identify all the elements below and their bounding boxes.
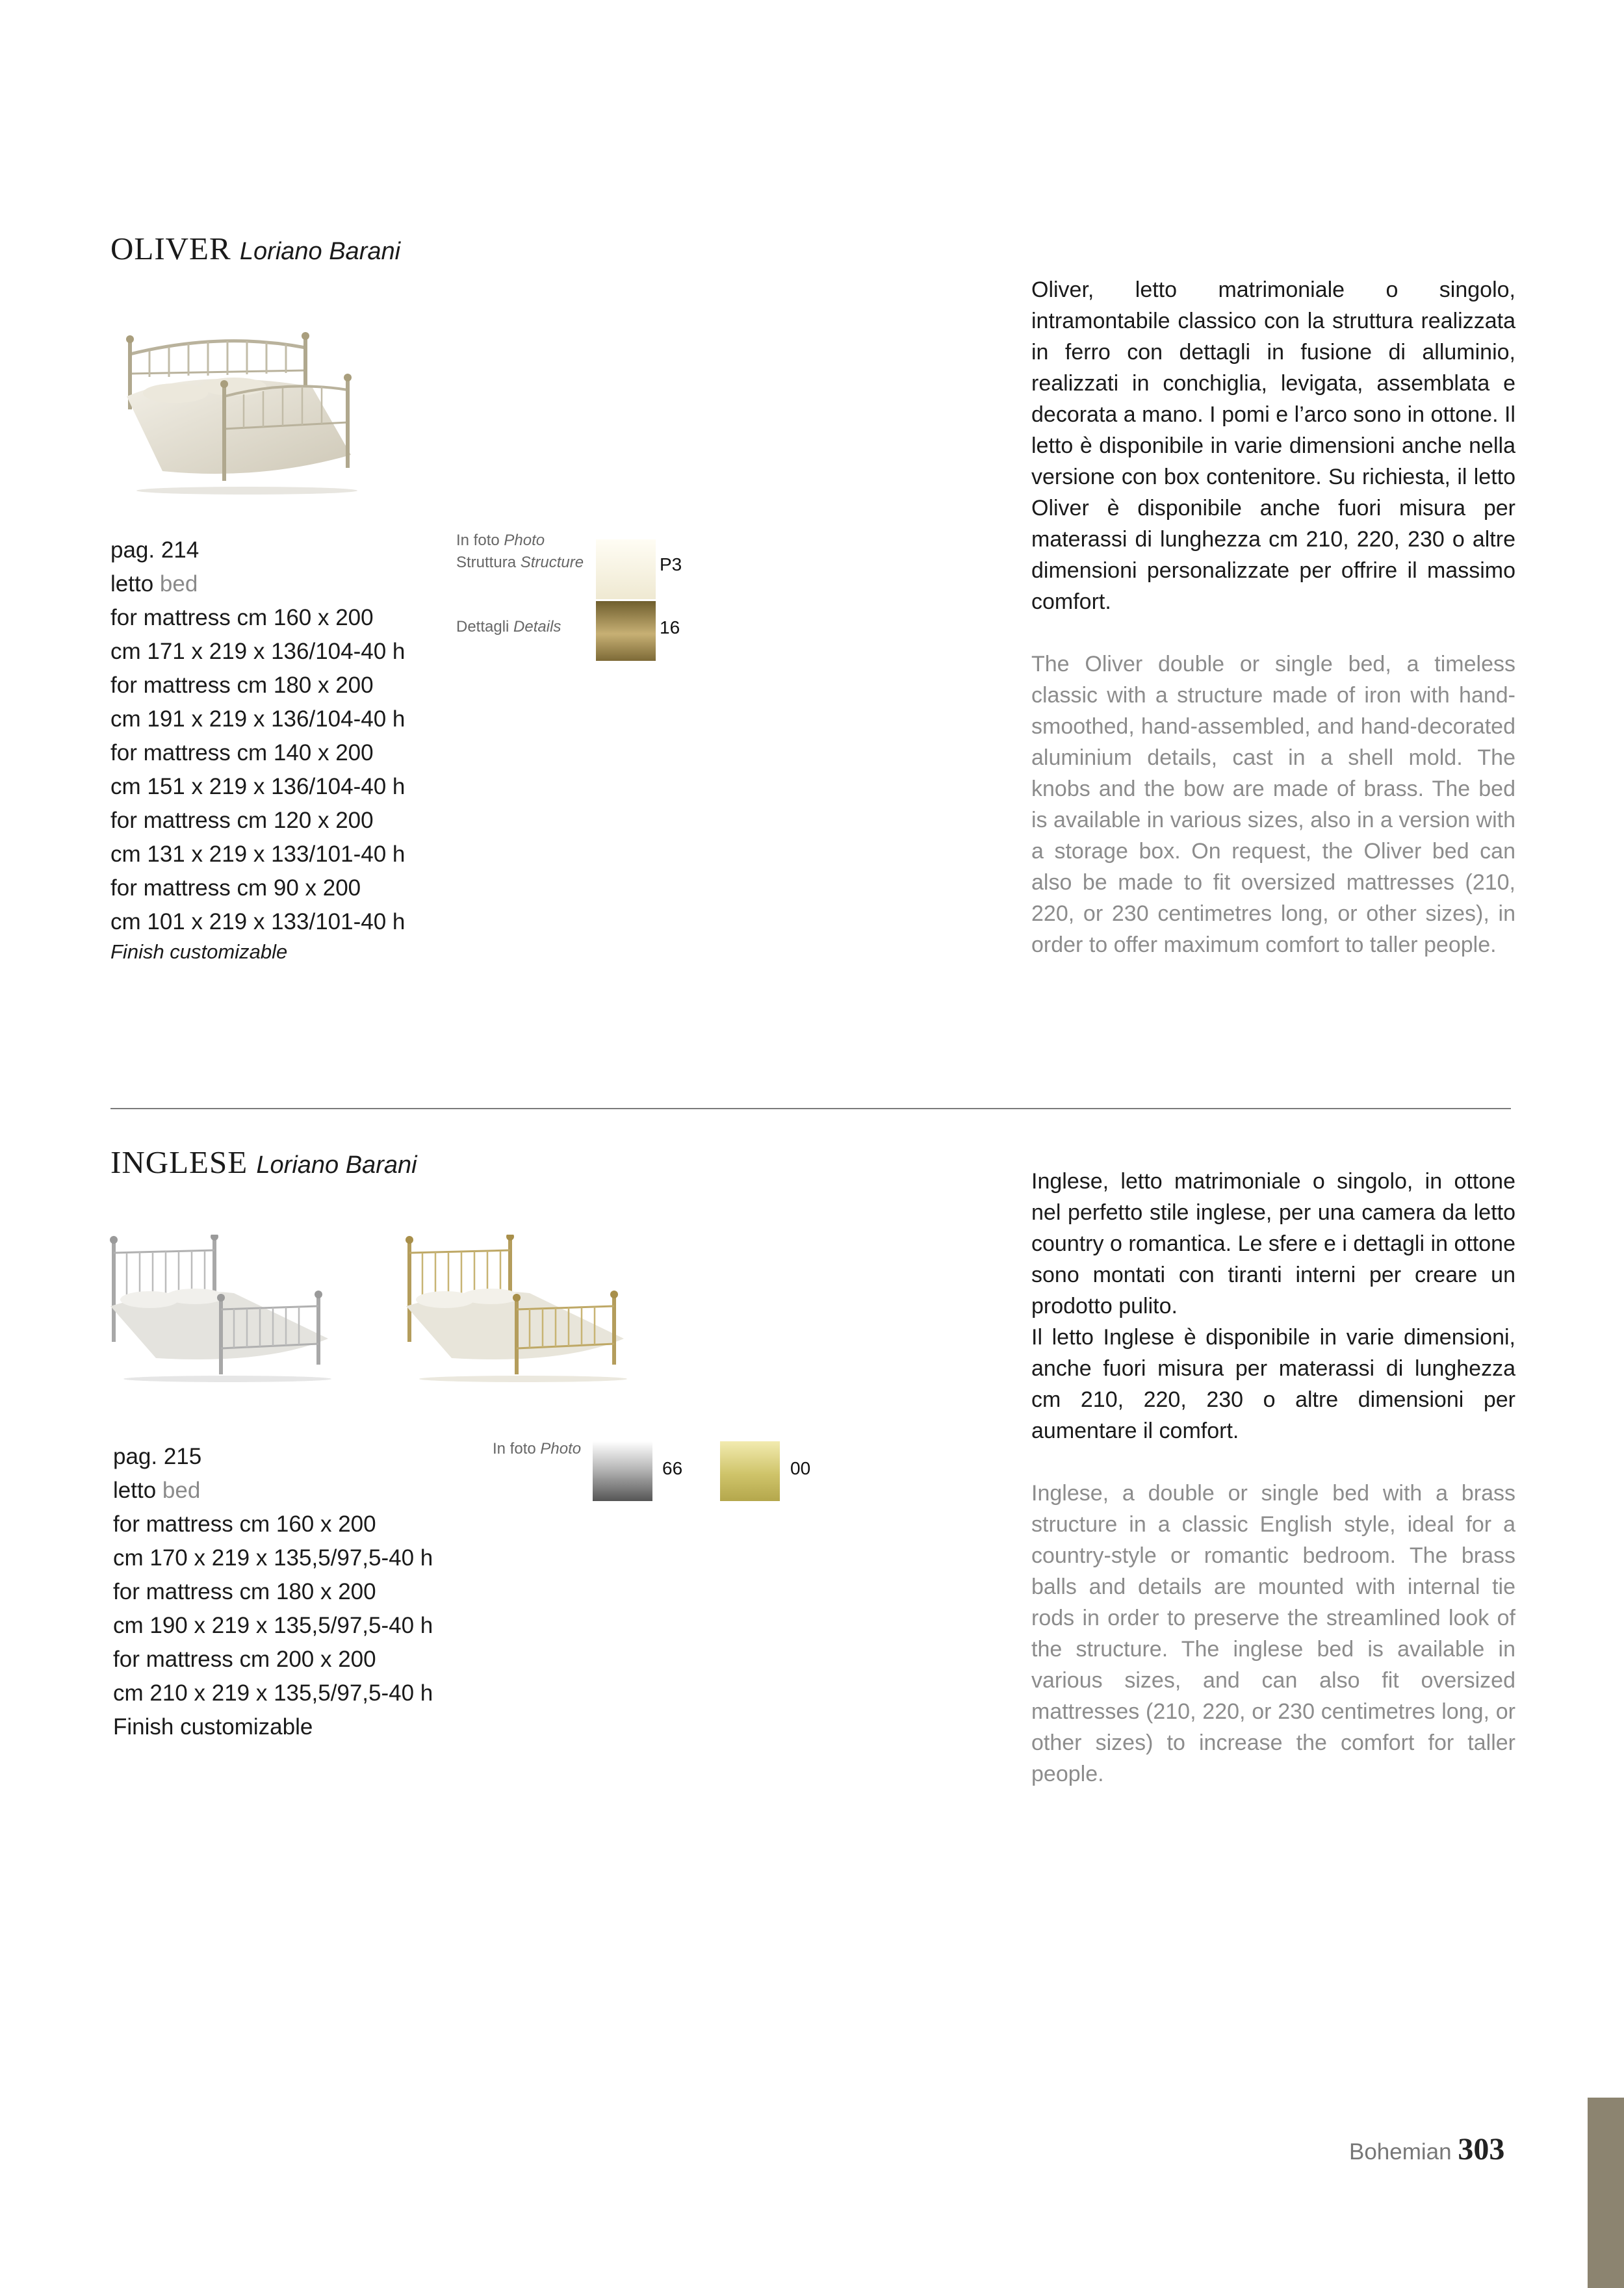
spec-line: for mattress cm 160 x 200 [110,605,374,630]
inglese-bed-label: bed [162,1478,201,1503]
inglese-page-ref: pag. 215 [113,1444,202,1469]
oliver-page-ref: pag. 214 [110,537,200,563]
oliver-designer: Loriano Barani [239,238,401,265]
oliver-bed-label: bed [159,571,198,597]
oliver-photo-label [456,531,545,550]
spec-line: cm 191 x 219 x 136/104-40 h [110,706,406,732]
struttura-label: Struttura [456,554,517,571]
photo-label: Photo [540,1440,582,1458]
inglese-description-it-2: Il letto Inglese è disponibile in varie dimensioni, anche fuori misura per materassi di lunghezza cm 210, 220, 230 o altre dimensioni per aumentare il comfort. [1031,1325,1515,1443]
oliver-name: OLIVER [110,231,231,266]
inglese-letto: letto [113,1478,157,1503]
inglese-description-it-1: Inglese, letto matrimoniale o singolo, in ottone nel perfetto stile inglese, per una camera da letto country o romantica. Le sfere e i dettagli in ottone sono montati con tiranti interni per creare un prodotto pulito. [1031,1169,1515,1318]
inglese-designer: Loriano Barani [256,1151,417,1179]
swatch-p3 [596,539,656,599]
inglese-finish: Finish customizable [113,1714,313,1740]
spec-line: for mattress cm 90 x 200 [110,875,361,901]
inglese-description-it [1031,1166,1515,1446]
spec-line: for mattress cm 180 x 200 [110,673,374,698]
oliver-letto: letto [110,571,154,597]
spec-line: cm 190 x 219 x 135,5/97,5-40 h [113,1613,433,1638]
oliver-finish: Finish customizable [110,940,288,963]
in-foto-label: In foto [493,1440,536,1458]
inglese-photo-label [493,1439,581,1459]
spec-line: for mattress cm 200 x 200 [113,1647,376,1672]
in-foto-label: In foto [456,532,500,549]
structure-label: Structure [520,554,584,571]
oliver-details-label [456,617,561,637]
oliver-bed-image [117,318,370,497]
spec-line: cm 151 x 219 x 136/104-40 h [110,774,406,799]
oliver-title [110,230,400,267]
swatch-00 [720,1441,780,1501]
code-00: 00 [790,1458,811,1478]
oliver-type [110,567,405,601]
inglese-description-en: Inglese, a double or single bed with a brass structure in a classic English style, ideal for a country-style or romantic bedroom. The brass balls and details are mounted with internal tie rods in order to preserve the streamlined look of the structure. The inglese bed is available in various sizes, and can also fit oversized mattresses (210, 220, or 230 centimetres long, or other sizes) to increase the comfort for taller people. [1031,1481,1515,1786]
swatch-16 [596,601,656,661]
inglese-name: INGLESE [110,1144,248,1180]
inglese-bed-image-brass [400,1235,640,1384]
spec-line: cm 170 x 219 x 135,5/97,5-40 h [113,1545,433,1571]
oliver-description-en: The Oliver double or single bed, a timeless classic with a structure made of iron with hand-smoothed, hand-assembled, and hand-decorated aluminium details, cast in a shell mold. The knobs and the bow are made of brass. The bed is available in various sizes, also in a version with a storage box. On request, the Oliver bed can also be made to fit oversized mattresses (210, 220, or 230 centimetres long, or other sizes), in order to offer maximum comfort to taller people. [1031,652,1515,957]
oliver-structure-label [456,553,584,572]
oliver-description-it: Oliver, letto matrimoniale o singolo, intramontabile classico con la struttura realizzata in ferro con dettagli in fusione di alluminio, realizzati in conchiglia, levigata, assemblata e decorata a mano. I pomi e l’arco sono in ottone. Il letto è disponibile in varie dimensioni anche nella versione con box contenitore. Su richiesta, il letto Oliver è disponibile anche fuori misura per materassi di lunghezza cm 210, 220, 230 o altre dimensioni personalizzate per offrire il massimo comfort. [1031,277,1515,614]
page-number: 303 [1458,2132,1505,2166]
inglese-specs [113,1440,433,1744]
spec-line: for mattress cm 180 x 200 [113,1579,376,1604]
spec-line: cm 210 x 219 x 135,5/97,5-40 h [113,1680,433,1706]
swatch-66 [593,1441,652,1501]
spec-line: for mattress cm 160 x 200 [113,1511,376,1537]
footer-brand: Bohemian [1349,2139,1452,2165]
spec-line: cm 131 x 219 x 133/101-40 h [110,842,406,867]
page-edge-tab [1588,2098,1624,2288]
photo-label: Photo [504,532,545,549]
dettagli-label: Dettagli [456,618,509,636]
spec-line: cm 171 x 219 x 136/104-40 h [110,639,406,664]
spec-line: for mattress cm 120 x 200 [110,808,374,833]
code-16: 16 [660,617,680,637]
inglese-title [110,1144,417,1181]
details-label: Details [513,618,561,636]
inglese-bed-image-silver [104,1235,344,1384]
page-footer [1349,2131,1504,2167]
spec-line: cm 101 x 219 x 133/101-40 h [110,909,406,934]
code-66: 66 [662,1458,683,1478]
spec-line: for mattress cm 140 x 200 [110,740,374,765]
code-p3: P3 [660,554,682,574]
section-divider [110,1108,1511,1109]
inglese-type [113,1474,433,1508]
oliver-specs [110,533,405,965]
